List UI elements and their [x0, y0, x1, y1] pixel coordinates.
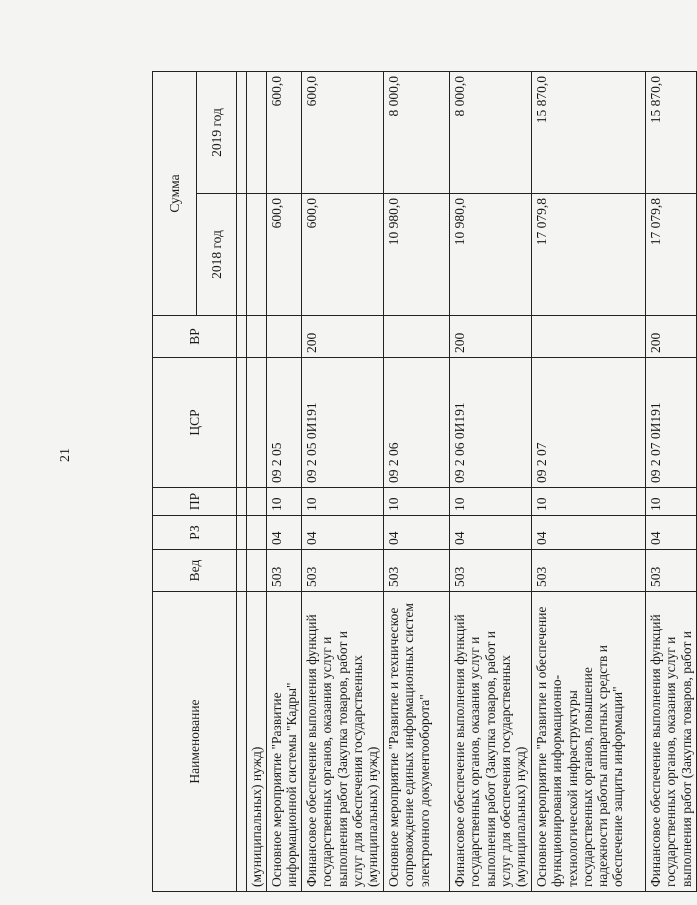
header-name: Наименование: [153, 592, 237, 892]
row-vr: [267, 316, 302, 358]
row-sum-2018: 10 980,0: [450, 194, 532, 316]
header-year-2019: 2019 год: [197, 71, 237, 193]
page-number: 21: [58, 448, 73, 462]
table-row: [247, 71, 267, 891]
rotated-table-frame: [152, 72, 694, 892]
row-csr: 09 2 06 0И191: [450, 358, 532, 488]
row-rz: 04: [450, 516, 532, 550]
row-name: Финансовое обеспечение выполнения функций государственных органов, оказания услуг и выполнения работ (Закупка товаров, работ и услуг для обеспечения государственных (муниципальных) нужд): [302, 592, 384, 892]
header-rz: РЗ: [153, 516, 237, 550]
row-rz: 04: [302, 516, 384, 550]
row-rz: 04: [384, 516, 450, 550]
header-spacer-pr: [237, 488, 247, 516]
header-ved: Вед: [153, 550, 237, 592]
header-spacer-ved: [237, 550, 247, 592]
row-rz: 04: [267, 516, 302, 550]
row-vr: [247, 316, 267, 358]
row-vr: 200: [646, 316, 696, 358]
header-pr: ПР: [153, 488, 237, 516]
budget-table: [152, 71, 697, 892]
row-ved: [247, 550, 267, 592]
row-vr: 200: [450, 316, 532, 358]
row-sum-2018: 600,0: [267, 194, 302, 316]
row-vr: [384, 316, 450, 358]
row-sum-2019: 600,0: [302, 71, 384, 193]
header-spacer-y1: [237, 194, 247, 316]
row-csr: 09 2 05 0И191: [302, 358, 384, 488]
row-vr: 200: [302, 316, 384, 358]
row-csr: 09 2 07: [532, 358, 646, 488]
row-name: Основное мероприятие "Развитие информационной системы "Кадры": [267, 592, 302, 892]
row-pr: 10: [450, 488, 532, 516]
header-spacer-rz: [237, 516, 247, 550]
header-year-2018: 2018 год: [197, 194, 237, 316]
row-pr: 10: [646, 488, 696, 516]
row-name: Финансовое обеспечение выполнения функций государственных органов, оказания услуг и выполнения работ (Закупка товаров, работ и услуг для обеспечения государственных (муниципальных) нужд): [450, 592, 532, 892]
header-spacer-vr: [237, 316, 247, 358]
header-spacer-name: [237, 592, 247, 892]
row-ved: 503: [384, 550, 450, 592]
row-sum-2019: 8 000,0: [384, 71, 450, 193]
row-sum-2018: [247, 194, 267, 316]
row-csr: 09 2 05: [267, 358, 302, 488]
row-ved: 503: [646, 550, 696, 592]
row-csr: [247, 358, 267, 488]
table-header: [153, 71, 247, 891]
table-row: [532, 71, 646, 891]
row-pr: [247, 488, 267, 516]
table-row: [384, 71, 450, 891]
row-ved: 503: [532, 550, 646, 592]
row-pr: 10: [302, 488, 384, 516]
row-name: Основное мероприятие "Развитие и обеспечение функционирования информационно-технологической инфраструктуры государственных органов, повышение надежности работы аппаратных средств и обеспечение защиты информации": [532, 592, 646, 892]
row-pr: 10: [532, 488, 646, 516]
row-rz: 04: [646, 516, 696, 550]
table-row: [450, 71, 532, 891]
row-ved: 503: [302, 550, 384, 592]
row-ved: 503: [450, 550, 532, 592]
header-spacer-y2: [237, 71, 247, 193]
row-sum-2019: 8 000,0: [450, 71, 532, 193]
budget-table-container: [152, 72, 694, 892]
row-name: Основное мероприятие "Развитие и техническое сопровождение единых информационных систем электронного документооборота": [384, 592, 450, 892]
row-rz: [247, 516, 267, 550]
header-csr: ЦСР: [153, 358, 237, 488]
row-sum-2018: 10 980,0: [384, 194, 450, 316]
header-spacer-csr: [237, 358, 247, 488]
row-sum-2018: 600,0: [302, 194, 384, 316]
row-csr: 09 2 07 0И191: [646, 358, 696, 488]
header-vr: ВР: [153, 316, 237, 358]
row-vr: [532, 316, 646, 358]
row-pr: 10: [267, 488, 302, 516]
row-sum-2018: 17 079,8: [532, 194, 646, 316]
row-rz: 04: [532, 516, 646, 550]
row-sum-2019: 15 870,0: [532, 71, 646, 193]
row-sum-2018: 17 079,8: [646, 194, 696, 316]
row-pr: 10: [384, 488, 450, 516]
row-sum-2019: 15 870,0: [646, 71, 696, 193]
row-sum-2019: 600,0: [267, 71, 302, 193]
header-sum: Сумма: [153, 71, 197, 315]
row-name: Финансовое обеспечение выполнения функций государственных органов, оказания услуг и выполнения работ (Закупка товаров, работ и: [646, 592, 696, 892]
row-name: (муниципальных) нужд): [247, 592, 267, 892]
row-ved: 503: [267, 550, 302, 592]
row-csr: 09 2 06: [384, 358, 450, 488]
table-row: [646, 71, 696, 891]
row-sum-2019: [247, 71, 267, 193]
table-row: [267, 71, 302, 891]
table-row: [302, 71, 384, 891]
